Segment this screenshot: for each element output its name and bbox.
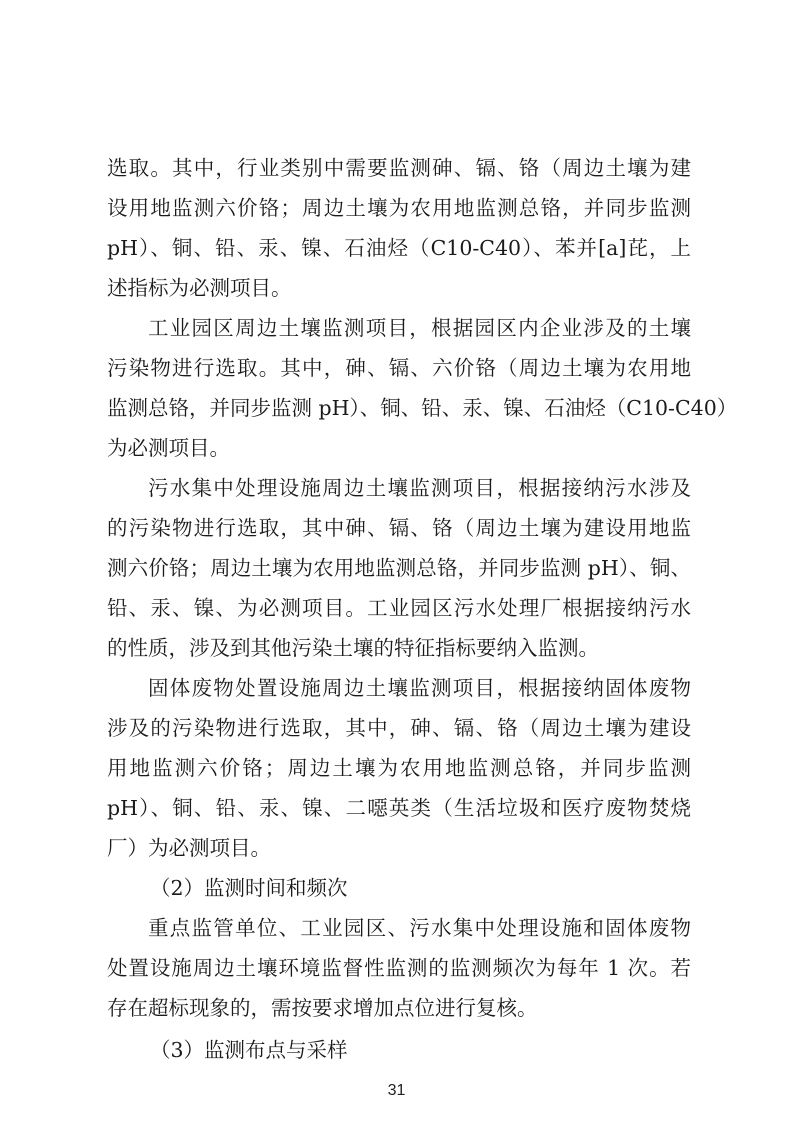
text-line: 用地监测六价铬；周边土壤为农用地监测总铬，并同步监测 xyxy=(107,756,691,780)
text-line: pH）、铜、铅、汞、镍、石油烃（C10-C40）、苯并[a]芘，上 xyxy=(107,236,691,260)
text-line: 污染物进行选取。其中，砷、镉、六价铬（周边土壤为农用地 xyxy=(107,356,691,380)
text-line: 选取。其中，行业类别中需要监测砷、镉、铬（周边土壤为建 xyxy=(107,156,691,180)
text-line: 测六价铬；周边土壤为农用地监测总铬，并同步监测 pH）、铜、 xyxy=(107,556,691,580)
section-heading: （3）监测布点与采样 xyxy=(150,1038,348,1062)
text-line: 重点监管单位、工业园区、污水集中处理设施和固体废物 xyxy=(148,916,691,940)
text-line: 处置设施周边土壤环境监督性监测的监测频次为每年 1 次。若 xyxy=(107,956,691,980)
text-line: 污水集中处理设施周边土壤监测项目，根据接纳污水涉及 xyxy=(148,476,691,500)
text-line: 存在超标现象的，需按要求增加点位进行复核。 xyxy=(107,996,538,1020)
text-line: 铅、汞、镍、为必测项目。工业园区污水处理厂根据接纳污水 xyxy=(107,596,691,620)
text-line: 述指标为必测项目。 xyxy=(107,276,292,300)
page-number: 31 xyxy=(387,1082,406,1099)
section-heading: （2）监测时间和频次 xyxy=(150,876,348,900)
text-line: 监测总铬，并同步监测 pH）、铜、铅、汞、镍、石油烃（C10-C40） xyxy=(107,396,738,420)
text-line: 固体废物处置设施周边土壤监测项目，根据接纳固体废物 xyxy=(148,676,691,700)
text-line: 为必测项目。 xyxy=(107,436,230,460)
text-line: 的污染物进行选取，其中砷、镉、铬（周边土壤为建设用地监 xyxy=(107,516,691,540)
text-line: 工业园区周边土壤监测项目，根据园区内企业涉及的土壤 xyxy=(148,316,691,340)
text-line: 的性质，涉及到其他污染土壤的特征指标要纳入监测。 xyxy=(107,636,599,660)
text-line: 设用地监测六价铬；周边土壤为农用地监测总铬，并同步监测 xyxy=(107,196,691,220)
text-line: pH）、铜、铅、汞、镍、二噁英类（生活垃圾和医疗废物焚烧 xyxy=(107,796,691,820)
text-line: 厂）为必测项目。 xyxy=(107,836,271,860)
text-line: 涉及的污染物进行选取，其中，砷、镉、铬（周边土壤为建设 xyxy=(107,716,691,740)
